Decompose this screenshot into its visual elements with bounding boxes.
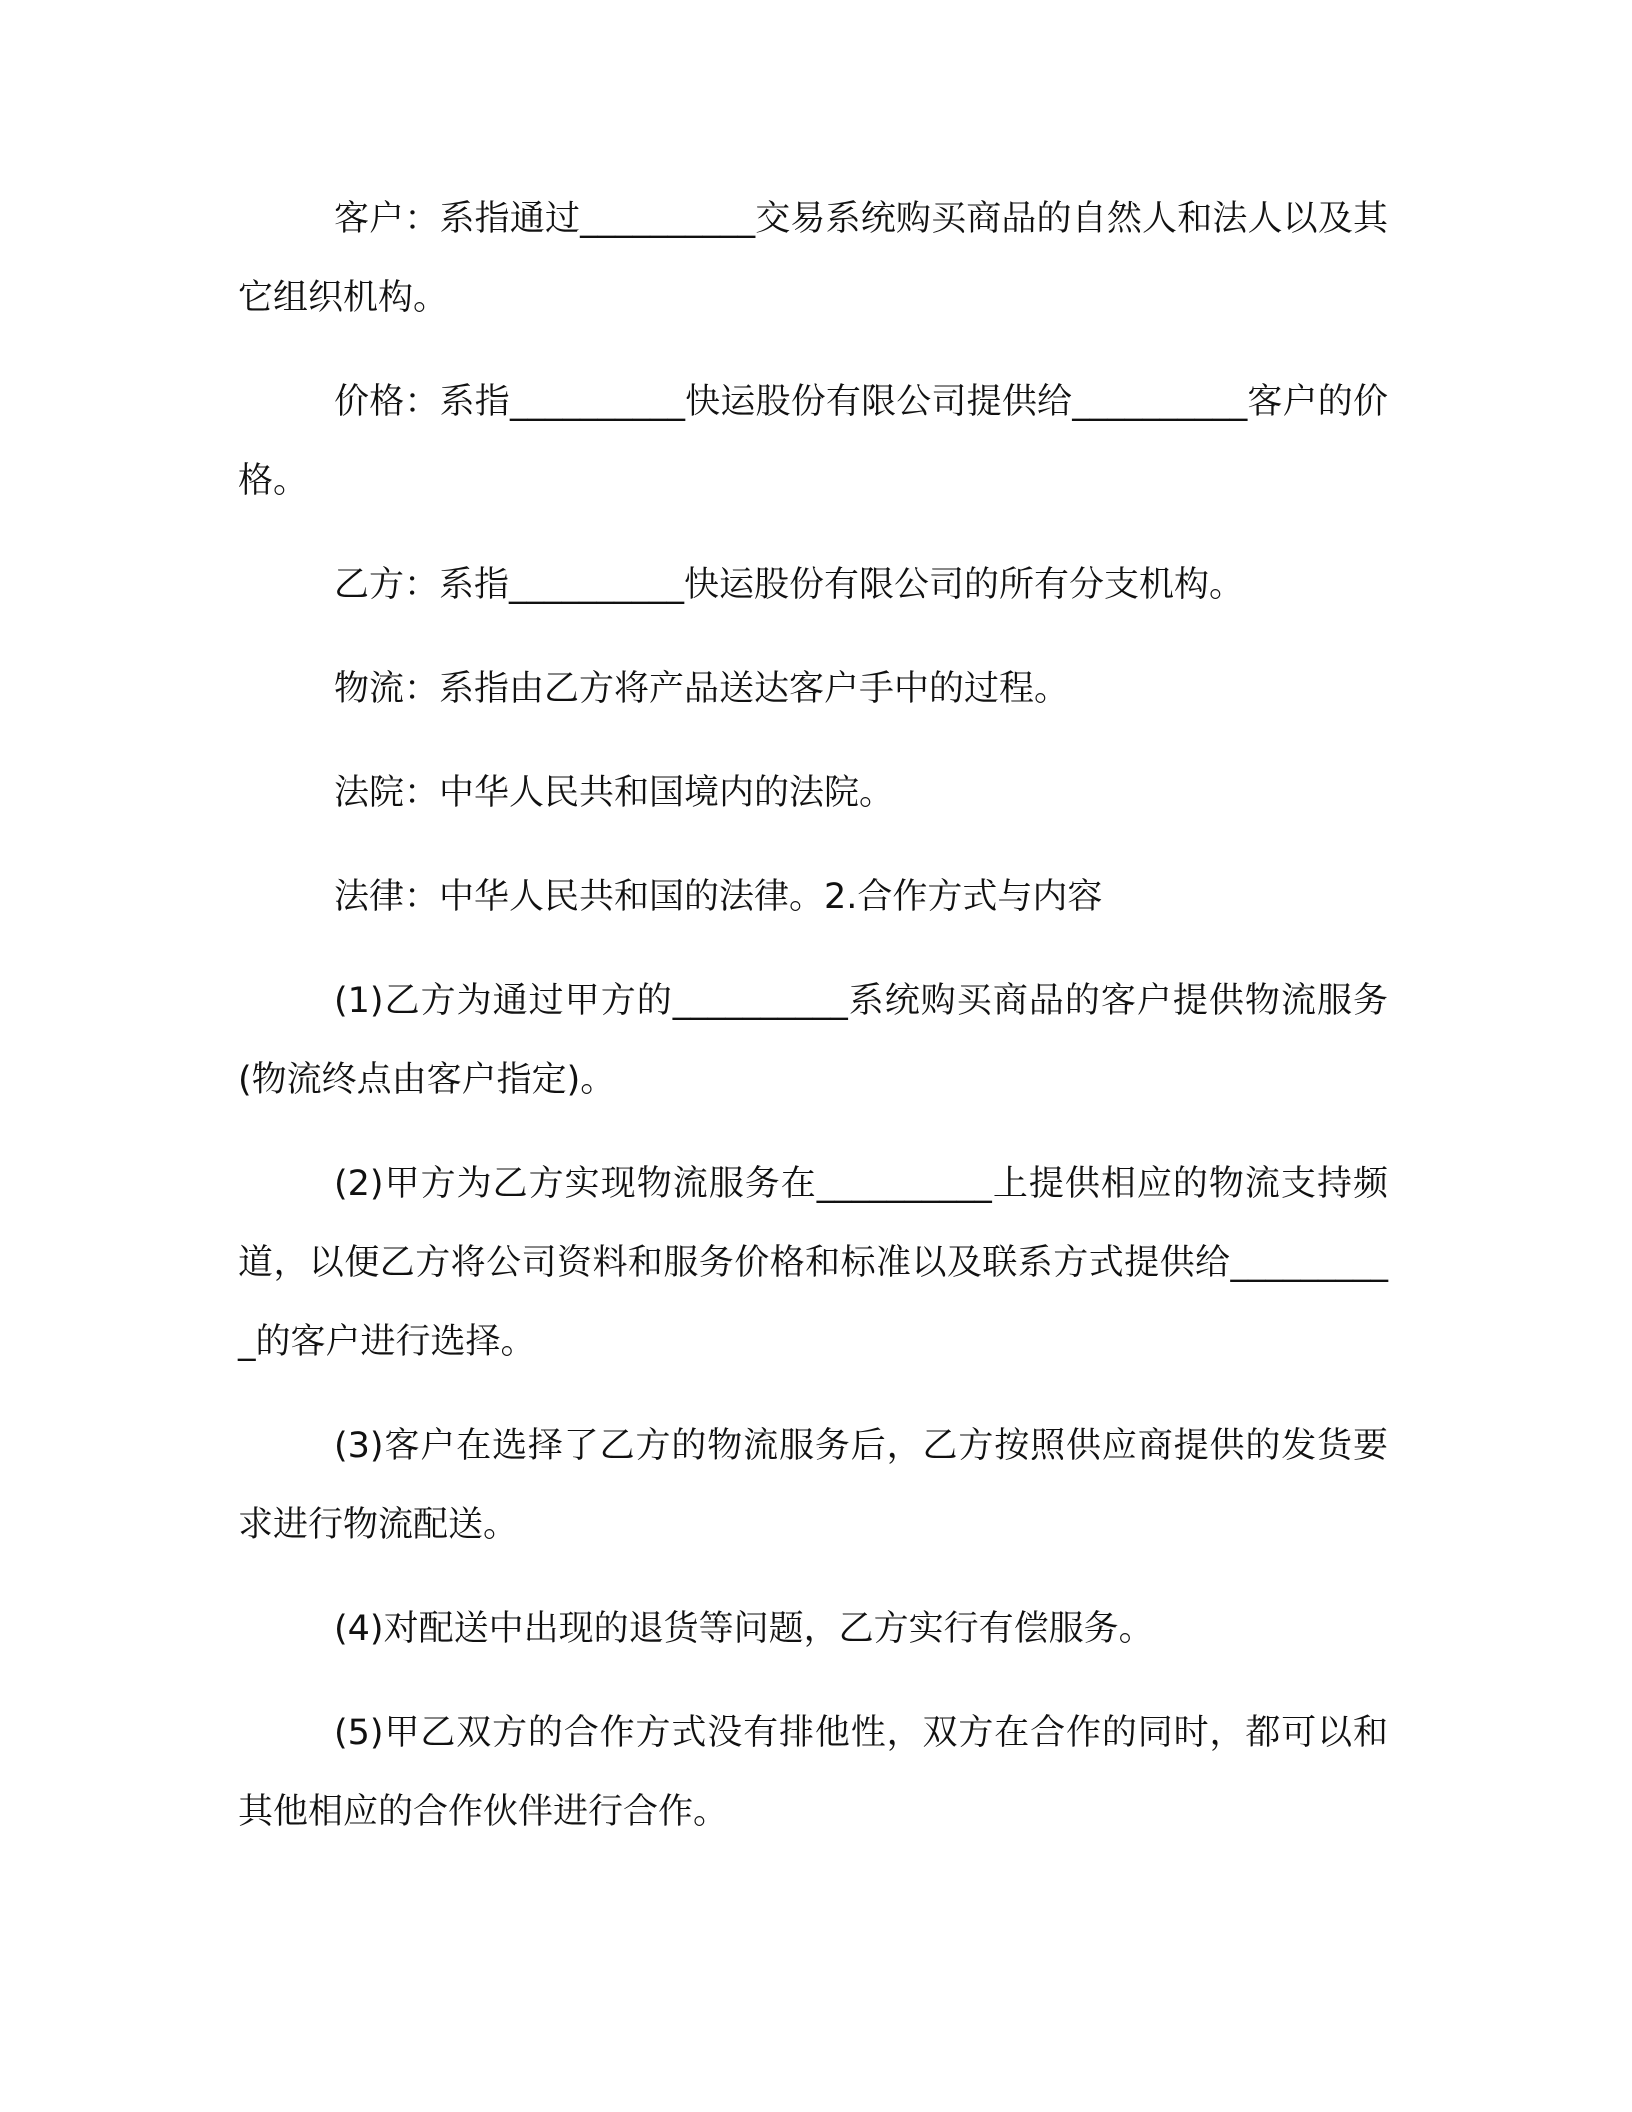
clause-4: (4)对配送中出现的退货等问题，乙方实行有偿服务。	[334, 1609, 1154, 1649]
definition-court: 法院：中华人民共和国境内的法院。	[334, 773, 895, 813]
definition-customer: 客户：系指通过__________交易系统购买商品的自然人和法人以及其它组织机构。	[238, 199, 1388, 318]
definition-price: 价格：系指__________快运股份有限公司提供给__________客户的价格。	[238, 382, 1388, 501]
clause-2: (2)甲方为乙方实现物流服务在__________上提供相应的物流支持频道，以便乙方将公司资料和服务价格和标准以及联系方式提供给__________的客户进行选择。	[238, 1164, 1388, 1362]
definition-law: 法律：中华人民共和国的法律。2.合作方式与内容	[334, 877, 1103, 917]
definition-party-b: 乙方：系指__________快运股份有限公司的所有分支机构。	[334, 565, 1245, 605]
definition-logistics: 物流：系指由乙方将产品送达客户手中的过程。	[334, 669, 1070, 709]
clause-3: (3)客户在选择了乙方的物流服务后，乙方按照供应商提供的发货要求进行物流配送。	[238, 1426, 1388, 1545]
document-body	[238, 180, 1388, 1852]
clause-5: (5)甲乙双方的合作方式没有排他性，双方在合作的同时，都可以和其他相应的合作伙伴进行合作。	[238, 1713, 1388, 1832]
clause-1: (1)乙方为通过甲方的__________系统购买商品的客户提供物流服务(物流终点由客户指定)。	[238, 981, 1388, 1100]
